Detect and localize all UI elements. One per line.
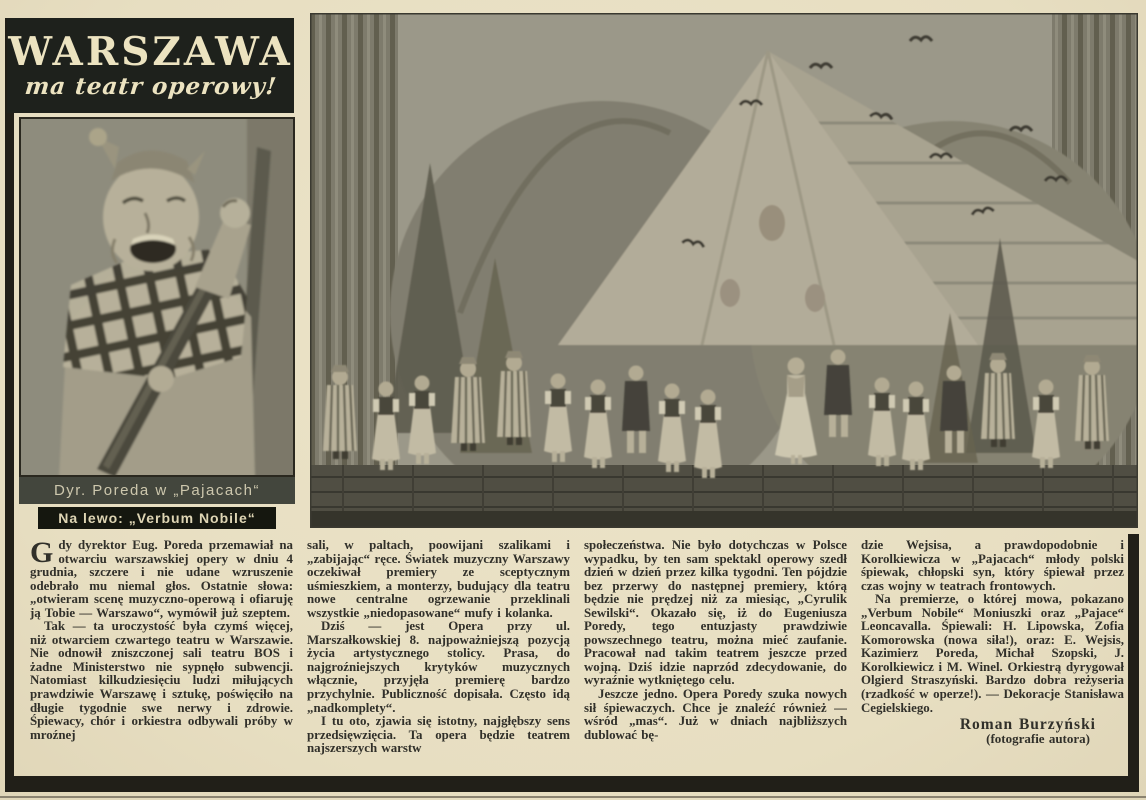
clown-portrait-photo bbox=[19, 117, 295, 477]
caption-left-reference: Na lewo: „Verbum Nobile“ bbox=[38, 507, 276, 529]
frame-right-bar bbox=[1128, 534, 1139, 792]
article-column-3 bbox=[584, 539, 847, 775]
caption-clown-photo: Dyr. Poreda w „Pajacach“ bbox=[19, 477, 295, 504]
stage-scene-photo bbox=[310, 13, 1138, 528]
paragraph-text: dy dyrektor Eug. Poreda przemawiał na otwarciu warszawskiej opery w dniu 4 grudnia, szczere i nie udane wzruszenie odebrało mu niemal głos. Ostatnie słowa: „otwieram scenę muzyczno-operową i ofiaruję ją Tobie — Warszawo“, wymówił już szeptem. bbox=[30, 539, 293, 620]
paragraph: sali, w paltach, poowijani szalikami i „zabijając“ ręce. Światek muzyczny Warszawy oczekiwał premiery ze sceptycznym uśmieszkiem, a monterzy, budujący dla teatru nowe centralne ogrzewanie przeklinali wszystkie „niedopasowane“ mufy i kolanka. bbox=[307, 539, 570, 620]
paragraph: Jeszcze jedno. Opera Poredy szuka nowych sił śpiewaczych. Chce je znaleźć również — wśród „mas“. Już w dniach najbliższych dublować bę- bbox=[584, 687, 847, 742]
byline-author: Roman Burzyński bbox=[959, 716, 1096, 734]
headline-banner bbox=[7, 18, 294, 113]
stage-scene-illustration bbox=[310, 13, 1138, 528]
headline-title: WARSZAWA bbox=[8, 28, 293, 75]
paragraph: społeczeństwa. Nie było dotychczas w Polsce wypadku, by ten sam spektakl operowy szedł dzień w dzień przez kilka tygodni. Ten pójdzie bez przerwy do następnej premiery, którą będzie nie prędzej niż za miesiąc, „Cyrulik Sewilski“. Okazało się, iż do Eugeniusza Poredy, tego entuzjasty prawdziwie powszechnego teatru, można mieć zaufanie. Pracował nad takim teatrem jeszcze przed wojną. Dziś idzie naprzód zdecydowanie, do wyraźnie wytkniętego celu. bbox=[584, 539, 847, 688]
clown-portrait-illustration bbox=[19, 117, 295, 477]
paragraph: Na premierze, o której mowa, pokazano „Verbum Nobile“ Moniuszki oraz „Pajace“ Leoncavalla. Śpiewali: H. Lipowska, Zofia Komorowska (nowa siła!), oraz: E. Wejsis, Kazimierz Poreda, Michał Szopski, J. Korolkiewicz i M. Winel. Orkiestrą dyrygował Olgierd Straszyński. Bardzo dobra reżyseria (rzadkość w operze!). — Dekoracje Stanisława Cegielskiego. bbox=[861, 592, 1124, 715]
byline-note: (fotografie autora) bbox=[986, 730, 1090, 746]
frame-left-bar bbox=[5, 18, 14, 792]
article-column-4 bbox=[861, 539, 1124, 775]
paragraph: I tu oto, zjawia się istotny, najgłębszy sens przedsięwzięcia. Ta opera będzie teatrem najszerszych warstw bbox=[307, 714, 570, 756]
frame-bottom-hairline bbox=[0, 796, 1146, 798]
paragraph: Dziś — jest Opera przy ul. Marszałkowskiej 8. najpoważniejszą pozycją życia artystycznego stolicy. Prasa, do najgroźniejszych krytyków muzycznych włącznie, przyjęła premierę bardzo przychylnie. Publiczność dopisała. Często idą „nadkomplety“. bbox=[307, 619, 570, 715]
paragraph: dzie Wejsisa, a prawdopodobnie i Korolkiewicza w „Pajacach“ młody polski śpiewak, chłopski syn, który śpiewał przez czas wojny w teatrach frontowych. bbox=[861, 539, 1124, 593]
frame-bottom-bar bbox=[5, 776, 1139, 792]
article-body bbox=[30, 539, 1124, 775]
paragraph bbox=[30, 539, 293, 620]
article-column-1 bbox=[30, 539, 293, 775]
article-column-2 bbox=[307, 539, 570, 775]
headline-subtitle: ma teatr operowy! bbox=[23, 72, 278, 100]
paragraph: Tak — ta uroczystość była czymś więcej, niż otwarciem czwartego teatru w Warszawie. Nie odnowił zniszczonej sali teatru BOS i żadne Ministerstwo nie sypnęło subwencji. Natomiast kilkudziesięciu ludzi miłujących prawdziwie Warszawę i sztukę, poświęciło na długie tygodnie swe nerwy i zdrowie. Śpiewacy, chór i orkiestra odbywali próby w mroźnej bbox=[30, 619, 293, 742]
dropcap: G bbox=[30, 539, 54, 569]
